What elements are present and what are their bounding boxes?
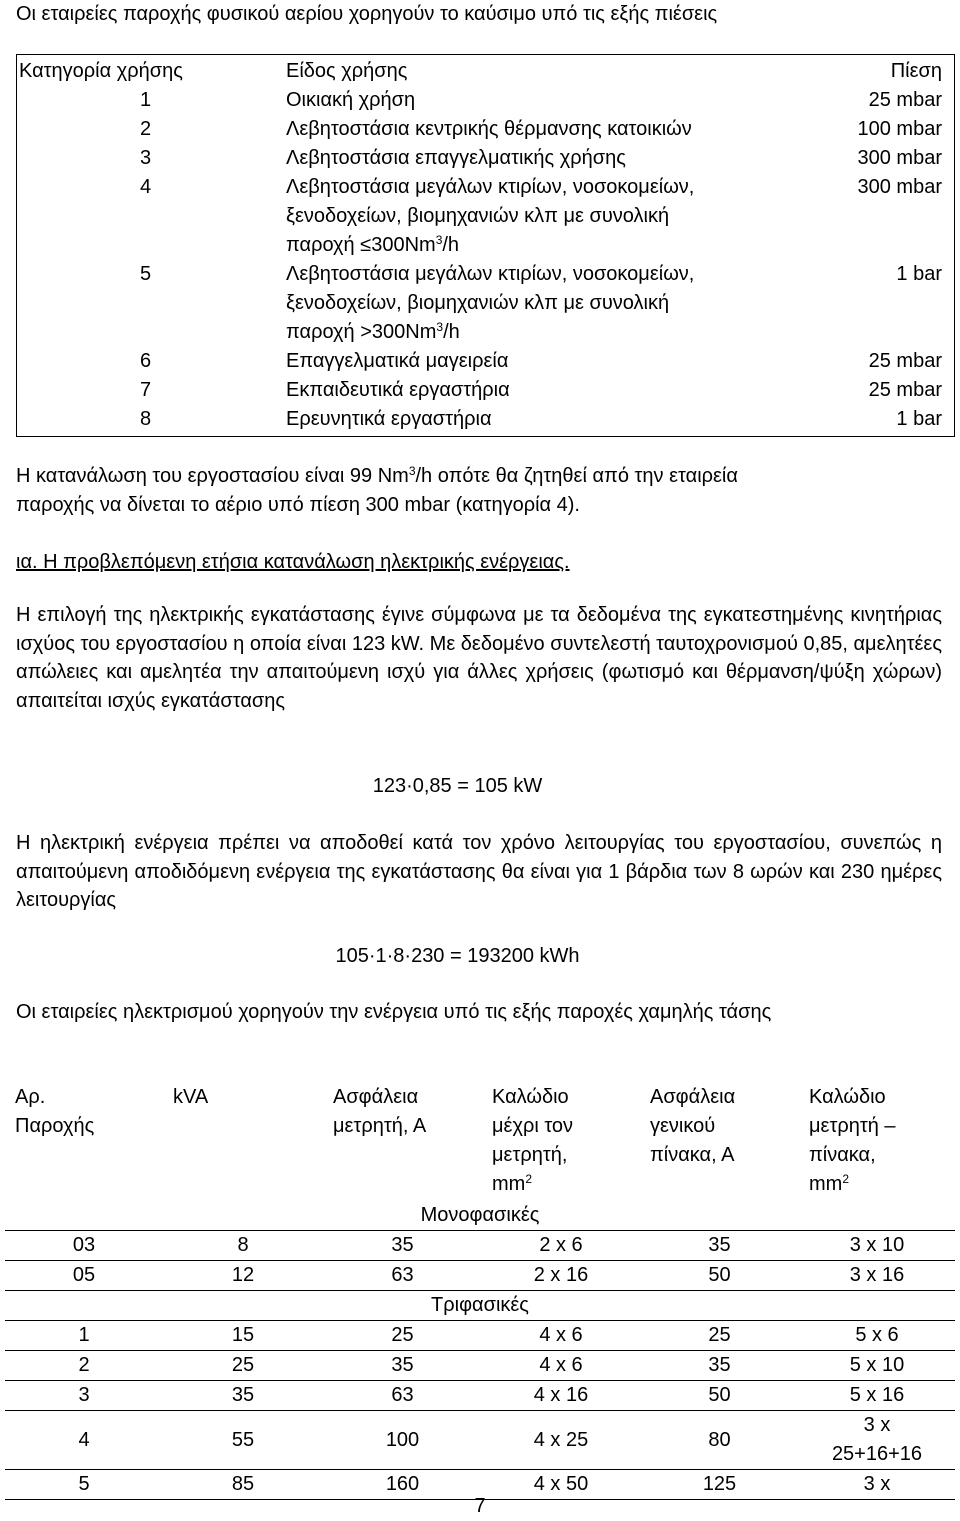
flow-value: 300Nm (371, 234, 436, 256)
category-number: 1 (139, 89, 152, 111)
table-cell: 35 (640, 1231, 799, 1261)
use-line: Ερευνητικά εργαστήρια (286, 408, 492, 430)
table-cell: 80 (640, 1411, 799, 1470)
table-cell: 85 (163, 1470, 323, 1500)
table-cell: 35 (323, 1351, 482, 1381)
use-line: Λεβητοστάσια μεγάλων κτιρίων, νοσοκομείων, (286, 176, 695, 198)
header-line: μετρητή – (809, 1115, 896, 1137)
header-line: μέχρι τον (492, 1115, 574, 1137)
unit-exponent: 2 (842, 1172, 850, 1186)
table-row (5, 1321, 955, 1351)
table-cell: 4 x 6 (482, 1321, 640, 1351)
gas-table-header-row (17, 55, 955, 87)
header-line: Ασφάλεια (333, 1086, 419, 1108)
table-cell: 3 (5, 1381, 163, 1411)
table-row (5, 1261, 955, 1291)
table-cell: 5 (5, 1470, 163, 1500)
use-description (274, 376, 786, 405)
flow-unit: /h (442, 234, 460, 256)
table-row (5, 1381, 955, 1411)
pressure-value: 25 mbar (868, 350, 942, 372)
table-cell: 5 x 16 (799, 1381, 955, 1411)
table-row (5, 1351, 955, 1381)
table-cell: 35 (163, 1381, 323, 1411)
table-cell: 4 x 25 (482, 1411, 640, 1470)
table-cell: 160 (323, 1470, 482, 1500)
column-header (163, 1083, 323, 1201)
paragraph-installation: Η επιλογή της ηλεκτρικής εγκατάστασης έγινε σύμφωνα με τα δεδομένα της εγκατεστημένης κινητήριας ισχύος του εργοστασίου η οποία είναι 123 kW. Με δεδομένο συντελεστή ταυτοχρονισμού 0,85, αμελητέες απώλειες και αμελητέα την απαιτούμενη ισχύ για άλλες χρήσεις (φωτισμό και θέρμανση/ψύξη χώρων) απαιτείται ισχύς εγκατάστασης (16, 604, 942, 712)
table-cell: 3 x 10 (799, 1231, 955, 1261)
category-number: 3 (139, 147, 152, 169)
unit-exponent: 2 (525, 1172, 533, 1186)
table-cell: 2 x 6 (482, 1231, 640, 1261)
table-cell: 4 (5, 1411, 163, 1470)
table-cell: 63 (323, 1261, 482, 1291)
table-row (17, 347, 955, 376)
table-cell: 3 x (799, 1470, 955, 1500)
table-row (5, 1411, 955, 1470)
use-line: Λεβητοστάσια επαγγελματικής χρήσης (286, 147, 626, 169)
column-header (5, 1083, 163, 1201)
header-line: Καλώδιο (809, 1086, 886, 1108)
electric-supply-table (5, 1083, 955, 1500)
table-cell: 8 (163, 1231, 323, 1261)
unit-text: mm (492, 1173, 526, 1195)
table-row (17, 86, 955, 115)
flow-prefix: παροχή (286, 321, 361, 343)
formula-power: 123·0,85 = 105 kW (372, 775, 543, 797)
header-line: kVA (173, 1086, 209, 1108)
cell-line: 3 x (863, 1414, 891, 1436)
formula-energy: 105·1·8·230 = 193200 kWh (335, 945, 580, 967)
cell-line: 25+16+16 (831, 1443, 923, 1465)
flow-prefix: παροχή (286, 234, 361, 256)
header-category: Κατηγορία χρήσης (19, 60, 183, 82)
group-label: Τριφασικές (5, 1291, 955, 1321)
use-description (274, 347, 786, 376)
use-line: ξενοδοχείων, βιομηχανιών κλπ με συνολική (286, 205, 670, 227)
electric-table-header-row (5, 1083, 955, 1201)
header-line: Ασφάλεια (650, 1086, 736, 1108)
group-label: Μονοφασικές (5, 1201, 955, 1231)
category-number: 8 (139, 408, 152, 430)
use-line-flow (286, 231, 786, 260)
table-cell: 25 (640, 1321, 799, 1351)
table-cell: 3 x 16 (799, 1261, 955, 1291)
column-header (482, 1083, 640, 1201)
header-line: γενικού (650, 1115, 716, 1137)
page-number: 7 (474, 1495, 486, 1517)
section-heading: ια. Η προβλεπόμενη ετήσια κατανάλωση ηλεκτρικής ενέργειας. (16, 551, 570, 573)
category-number: 2 (139, 118, 152, 140)
table-cell: 35 (323, 1231, 482, 1261)
use-description (274, 260, 786, 347)
header-line: πίνακα, (809, 1144, 876, 1166)
use-description (274, 173, 786, 260)
column-header (640, 1083, 799, 1201)
header-unit (809, 1170, 955, 1199)
table-cell: 4 x 6 (482, 1351, 640, 1381)
header-unit (492, 1170, 640, 1199)
single-phase-group-row (5, 1201, 955, 1231)
flow-symbol: ≤ (360, 234, 372, 256)
category-number: 7 (139, 379, 152, 401)
pressure-value: 300 mbar (857, 147, 942, 169)
table-cell: 63 (323, 1381, 482, 1411)
table-cell: 50 (640, 1261, 799, 1291)
category-number: 5 (139, 263, 152, 285)
use-line: Επαγγελματικά μαγειρεία (286, 350, 509, 372)
table-cell: 4 x 50 (482, 1470, 640, 1500)
use-description (274, 115, 786, 144)
use-line: Λεβητοστάσια μεγάλων κτιρίων, νοσοκομείων, (286, 263, 695, 285)
table-cell: 25 (323, 1321, 482, 1351)
table-cell: 2 (5, 1351, 163, 1381)
three-phase-group-row (5, 1291, 955, 1321)
consumption-line-1: Η κατανάλωση του εργοστασίου είναι 99 Nm$^3$/h οπότε θα ζητηθεί από την εταιρεία (16, 464, 738, 487)
unit-text: mm (809, 1173, 843, 1195)
use-line-flow (286, 318, 786, 347)
category-number: 4 (139, 176, 152, 198)
table-row (17, 376, 955, 405)
pressure-value: 1 bar (896, 263, 942, 285)
paragraph-electric-intro: Οι εταιρείες ηλεκτρισμού χορηγούν την ενέργεια υπό τις εξής παροχές χαμηλής τάσης (16, 1001, 772, 1023)
use-line: ξενοδοχείων, βιομηχανιών κλπ με συνολική (286, 292, 670, 314)
pressure-value: 1 bar (896, 408, 942, 430)
header-line: μετρητή, Α (333, 1115, 427, 1137)
use-line: Εκπαιδευτικά εργαστήρια (286, 379, 510, 401)
table-cell: 35 (640, 1351, 799, 1381)
use-description (274, 144, 786, 173)
table-row (17, 144, 955, 173)
header-line: Καλώδιο (492, 1086, 569, 1108)
table-cell: 25 (163, 1351, 323, 1381)
use-line: Οικιακή χρήση (286, 89, 416, 111)
table-cell: 05 (5, 1261, 163, 1291)
pressure-value: 100 mbar (857, 118, 942, 140)
use-line: Λεβητοστάσια κεντρικής θέρμανσης κατοικιών (286, 118, 692, 140)
use-description (274, 405, 786, 437)
table-cell: 50 (640, 1381, 799, 1411)
header-line: Παροχής (15, 1115, 95, 1137)
table-cell: 1 (5, 1321, 163, 1351)
table-cell: 125 (640, 1470, 799, 1500)
table-cell: 5 x 6 (799, 1321, 955, 1351)
flow-exponent: 3 (435, 233, 443, 247)
table-row (5, 1231, 955, 1261)
header-use: Είδος χρήσης (286, 60, 408, 82)
gas-pressure-table (16, 54, 955, 437)
category-number: 6 (139, 350, 152, 372)
pressure-value: 25 mbar (868, 89, 942, 111)
column-header (323, 1083, 482, 1201)
table-cell: 15 (163, 1321, 323, 1351)
flow-value: >300Nm (360, 321, 437, 343)
table-cell: 03 (5, 1231, 163, 1261)
table-cell: 5 x 10 (799, 1351, 955, 1381)
use-description (274, 86, 786, 115)
consumption-line-2: παροχής να δίνεται το αέριο υπό πίεση 300 mbar (κατηγορία 4). (16, 494, 580, 516)
table-row (17, 115, 955, 144)
header-line: πίνακα, Α (650, 1144, 735, 1166)
table-cell (799, 1411, 955, 1470)
table-row (17, 405, 955, 437)
table-cell: 55 (163, 1411, 323, 1470)
table-cell: 4 x 16 (482, 1381, 640, 1411)
table-cell: 100 (323, 1411, 482, 1470)
pressure-value: 300 mbar (857, 176, 942, 198)
header-line: Αρ. (15, 1086, 46, 1108)
table-row (17, 173, 955, 260)
header-line: μετρητή, (492, 1144, 568, 1166)
gas-intro-text: Οι εταιρείες παροχής φυσικού αερίου χορηγούν το καύσιμο υπό τις εξής πιέσεις (16, 3, 718, 25)
pressure-value: 25 mbar (868, 379, 942, 401)
table-row (17, 260, 955, 347)
flow-exponent: 3 (436, 320, 444, 334)
table-cell: 2 x 16 (482, 1261, 640, 1291)
header-pressure: Πίεση (890, 60, 942, 82)
paragraph-energy: Η ηλεκτρική ενέργεια πρέπει να αποδοθεί κατά τον χρόνο λειτουργίας του εργοστασίου, συνεπώς η απαιτούμενη αποδιδόμενη ενέργεια της εγκατάστασης θα είναι για 1 βάρδια των 8 ωρών και 230 ημέρες λειτουργίας (16, 832, 942, 911)
table-cell: 12 (163, 1261, 323, 1291)
flow-unit: /h (443, 321, 460, 343)
column-header (799, 1083, 955, 1201)
